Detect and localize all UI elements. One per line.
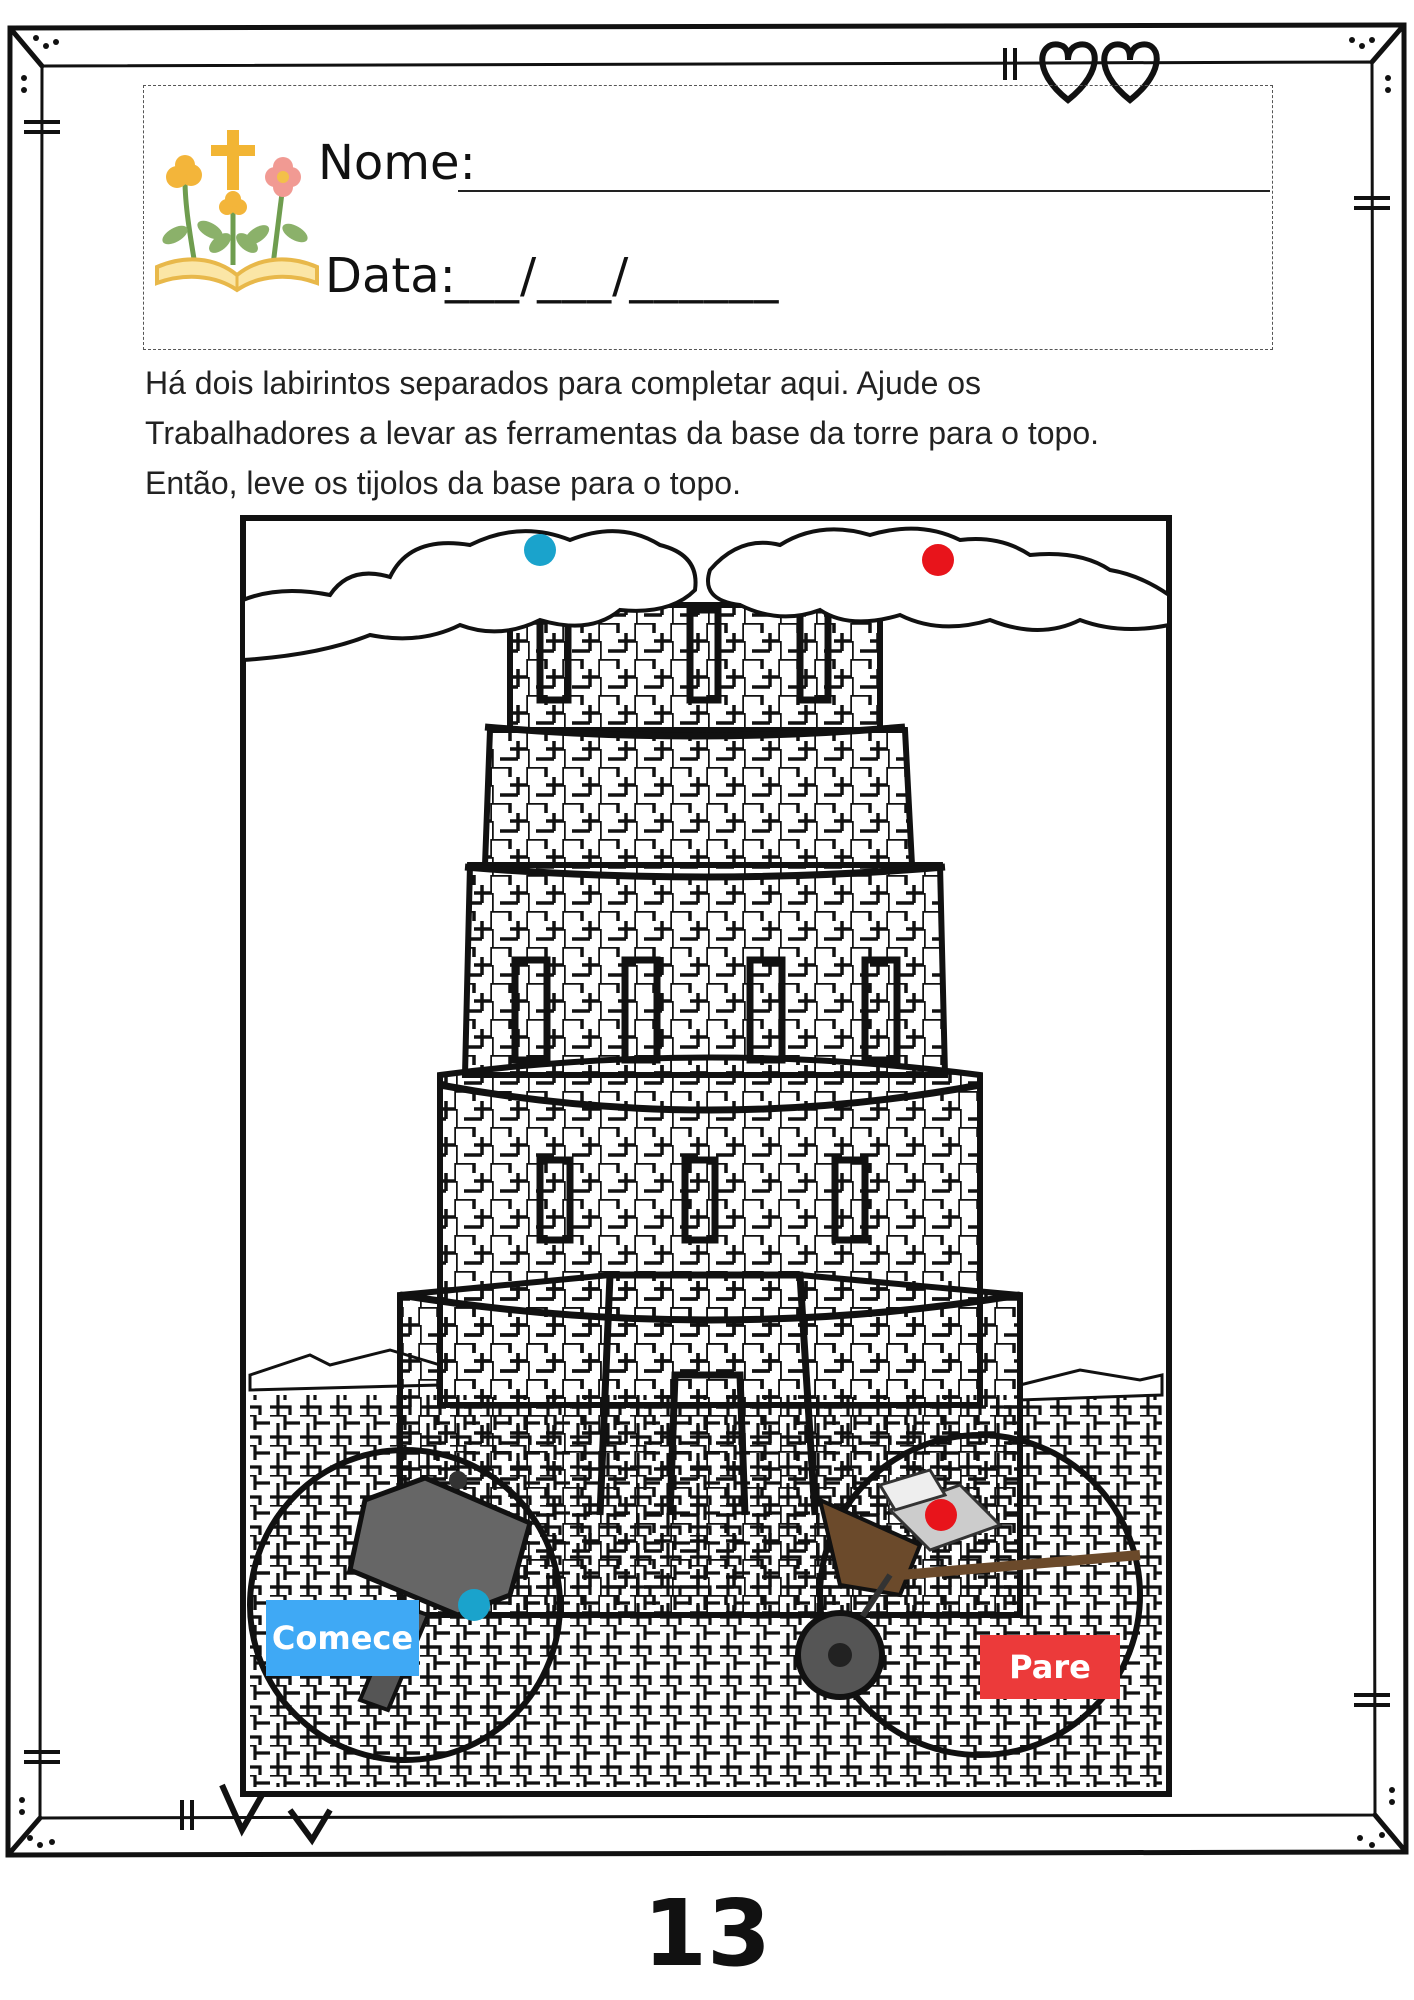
cross-icon: [211, 130, 255, 190]
instructions: [145, 358, 1270, 508]
instruction-line: Então, leve os tijolos da base para o topo.: [145, 465, 741, 501]
name-field-line[interactable]: [458, 190, 1270, 192]
bible-flowers-logo: [155, 125, 320, 295]
open-book-icon: [157, 259, 317, 290]
end-label: Pare: [980, 1635, 1120, 1699]
date-label: Data:: [325, 248, 456, 304]
date-field[interactable]: ___/___/______: [445, 248, 780, 304]
start-label: Comece: [266, 1600, 419, 1676]
instruction-line: Trabalhadores a levar as ferramentas da base da torre para o topo.: [145, 415, 1100, 451]
page-number: 13: [642, 1880, 772, 1987]
name-label: Nome:: [318, 135, 476, 191]
instruction-line: Há dois labirintos separados para completar aqui. Ajude os: [145, 365, 982, 401]
